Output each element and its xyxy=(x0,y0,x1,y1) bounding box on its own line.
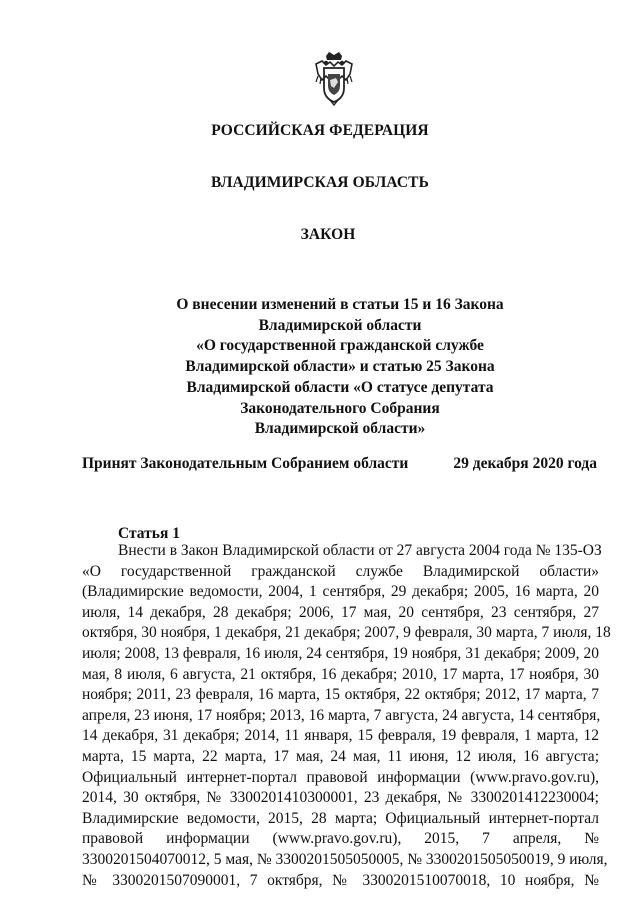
article-body xyxy=(82,541,611,891)
subject-line: Владимирской области» xyxy=(254,420,426,438)
article-title: Статья 1 xyxy=(118,525,180,542)
adoption-label: Принят Законодательным Собранием области xyxy=(82,455,409,472)
subject-line: Владимирской области xyxy=(258,316,422,334)
body-line: правовой информации (www.pravo.gov.ru), 2015, 7 апреля, № xyxy=(82,830,599,848)
body-line: 14 декабря, 31 декабря; 2014, 11 января, 15 февраля, 19 февраля, 1 марта, 12 xyxy=(82,727,599,745)
body-line: Официальный интернет-портал правовой информации (www.pravo.gov.ru), xyxy=(82,768,599,786)
subject-line: Владимирской области» и статью 25 Закона xyxy=(185,358,495,376)
body-line: мая, 8 июля, 6 августа, 21 октября, 16 декабря; 2010, 17 марта, 17 ноября, 30 xyxy=(82,665,599,683)
body-line: ноября; 2011, 23 февраля, 16 марта, 15 октября, 22 октября; 2012, 17 марта, 7 xyxy=(82,686,599,704)
coat-of-arms-icon xyxy=(312,50,356,106)
adoption-date: 29 декабря 2020 года xyxy=(453,455,597,472)
body-line: 2014, 30 октября, № 3300201410300001, 23 декабря, № 3300201412230004; xyxy=(82,789,599,807)
body-line: июля; 2008, 13 февраля, 16 июля, 24 сентября, 19 ноября, 31 декабря; 2009, 20 xyxy=(82,644,599,662)
subject-line: О внесении изменений в статьи 15 и 16 Закона xyxy=(176,296,504,313)
body-line: марта, 15 марта, 22 марта, 17 мая, 24 мая, 11 июня, 12 июля, 16 августа; xyxy=(82,747,599,765)
heading-region: ВЛАДИМИРСКАЯ ОБЛАСТЬ xyxy=(211,174,429,191)
body-line: «О государственной гражданской службе Владимирской области» xyxy=(82,562,599,580)
body-line: 3300201504070012, 5 мая, № 3300201505050005, № 3300201505050019, 9 июля, xyxy=(82,850,608,868)
body-line: (Владимирские ведомости, 2004, 1 сентября, 29 декабря; 2005, 16 марта, 20 xyxy=(82,583,599,601)
body-line: апреля, 23 июня, 17 ноября; 2013, 16 марта, 7 августа, 24 августа, 14 сентября, xyxy=(82,706,601,724)
body-line: № 3300201507090001, 7 октября, № 3300201510070018, 10 ноября, № xyxy=(82,871,599,889)
body-line: Внести в Закон Владимирской области от 27 августа 2004 года № 135-ОЗ xyxy=(118,542,602,559)
heading-doc-type: ЗАКОН xyxy=(300,226,356,243)
subject-line: Владимирской области «О статусе депутата xyxy=(186,378,494,396)
law-subject xyxy=(150,295,530,440)
subject-line: «О государственной гражданской службе xyxy=(196,337,484,355)
body-line: октября, 30 ноября, 1 декабря, 21 декабря; 2007, 9 февраля, 30 марта, 7 июля, 18 xyxy=(82,624,611,642)
heading-country: РОССИЙСКАЯ ФЕДЕРАЦИЯ xyxy=(211,122,429,139)
subject-line: Законодательного Собрания xyxy=(240,399,440,417)
body-line: Владимирские ведомости, 2015, 28 марта; Официальный интернет-портал xyxy=(82,809,599,827)
body-line: июля, 14 декабря, 28 декабря; 2006, 17 мая, 20 сентября, 23 сентября, 27 xyxy=(82,603,599,621)
